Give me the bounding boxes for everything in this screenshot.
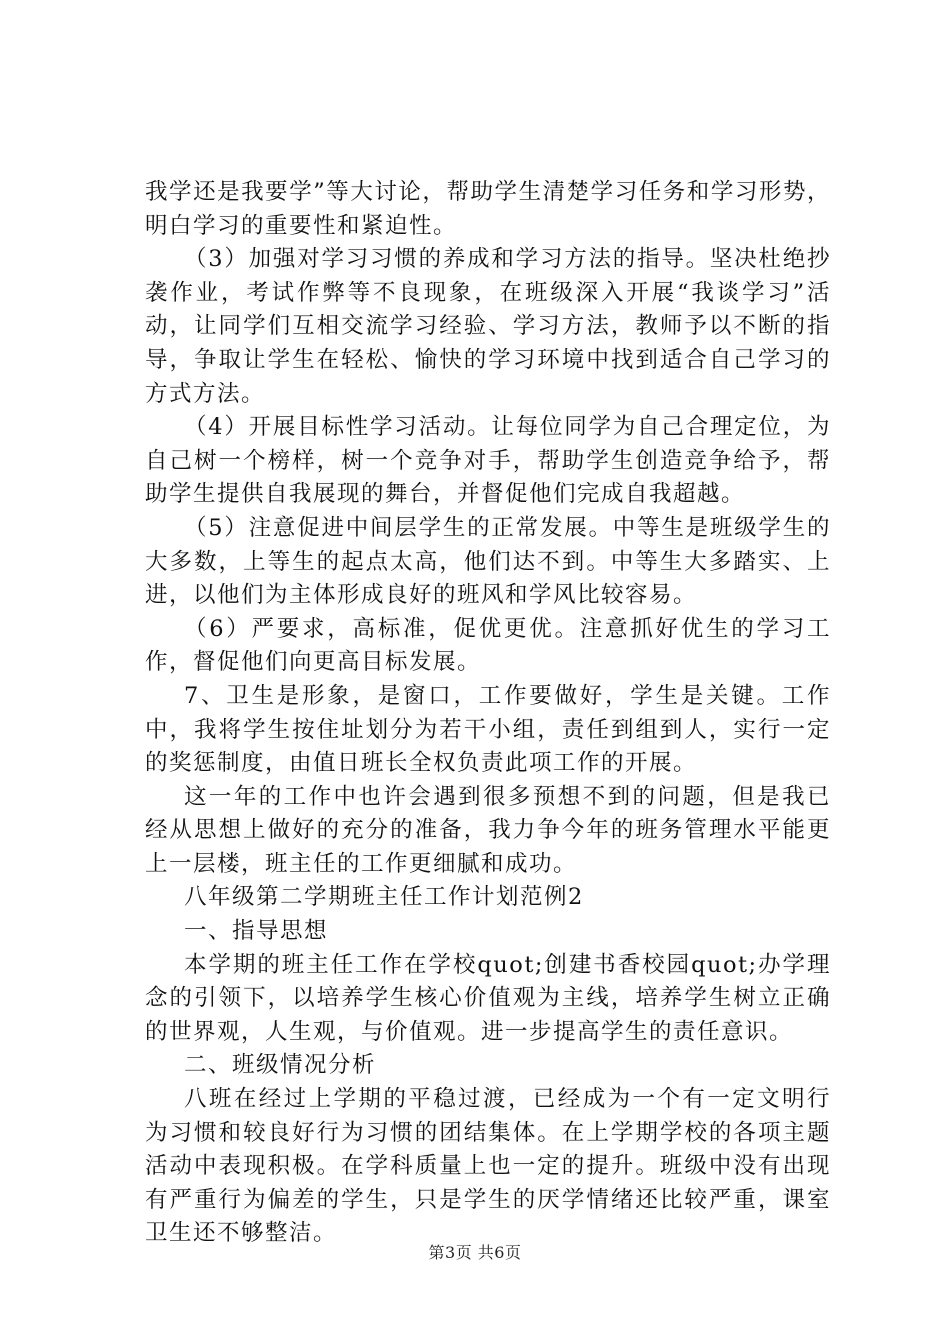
paragraph: 这一年的工作中也许会遇到很多预想不到的问题，但是我已经从思想上做好的充分的准备，我力争今年的班务管理水平能更上一层楼，班主任的工作更细腻和成功。 [145, 783, 831, 877]
paragraph: 我学还是我要学”等大讨论，帮助学生清楚学习任务和学习形势，明白学习的重要性和紧迫性。 [145, 179, 831, 239]
document-body [145, 176, 831, 1251]
section-heading: 一、指导思想 [184, 918, 329, 945]
paragraph: （3）加强对学习习惯的养成和学习方法的指导。坚决杜绝抄袭作业，考试作弊等不良现象，在班级深入开展“我谈学习”活动，让同学们互相交流学习经验、学习方法，教师予以不断的指导，争取让学生在轻松、愉快的学习环境中找到适合自己学习的方式方法。 [145, 246, 831, 407]
section-heading: 二、班级情况分析 [184, 1052, 377, 1079]
page-number-footer: 第3页 共6页 [428, 1243, 522, 1262]
paragraph: 八班在经过上学期的平稳过渡，已经成为一个有一定文明行为习惯和较良好行为习惯的团结集体。在上学期学校的各项主题活动中表现积极。在学科质量上也一定的提升。班级中没有出现有严重行为偏差的学生，只是学生的厌学情绪还比较严重，课室卫生还不够整洁。 [145, 1086, 831, 1247]
section-title: 八年级第二学期班主任工作计划范例2 [184, 884, 584, 911]
paragraph: （6）严要求，高标准，促优更优。注意抓好优生的学习工作，督促他们向更高目标发展。 [145, 615, 831, 676]
paragraph: （4）开展目标性学习活动。让每位同学为自己合理定位，为自己树一个榜样，树一个竞争对手，帮助学生创造竞争给予，帮助学生提供自我展现的舞台，并督促他们完成自我超越。 [145, 414, 831, 508]
paragraph: 7、卫生是形象，是窗口，工作要做好，学生是关键。工作中，我将学生按住址划分为若干小组，责任到组到人，实行一定的奖惩制度，由值日班长全权负责此项工作的开展。 [145, 682, 831, 777]
paragraph: 本学期的班主任工作在学校quot;创建书香校园quot;办学理念的引领下，以培养学生核心价值观为主线，培养学生树立正确的世界观，人生观，与价值观。进一步提高学生的责任意识。 [145, 951, 831, 1045]
paragraph: （5）注意促进中间层学生的正常发展。中等生是班级学生的大多数，上等生的起点太高，他们达不到。中等生大多踏实、上进，以他们为主体形成良好的班风和学风比较容易。 [145, 514, 831, 609]
